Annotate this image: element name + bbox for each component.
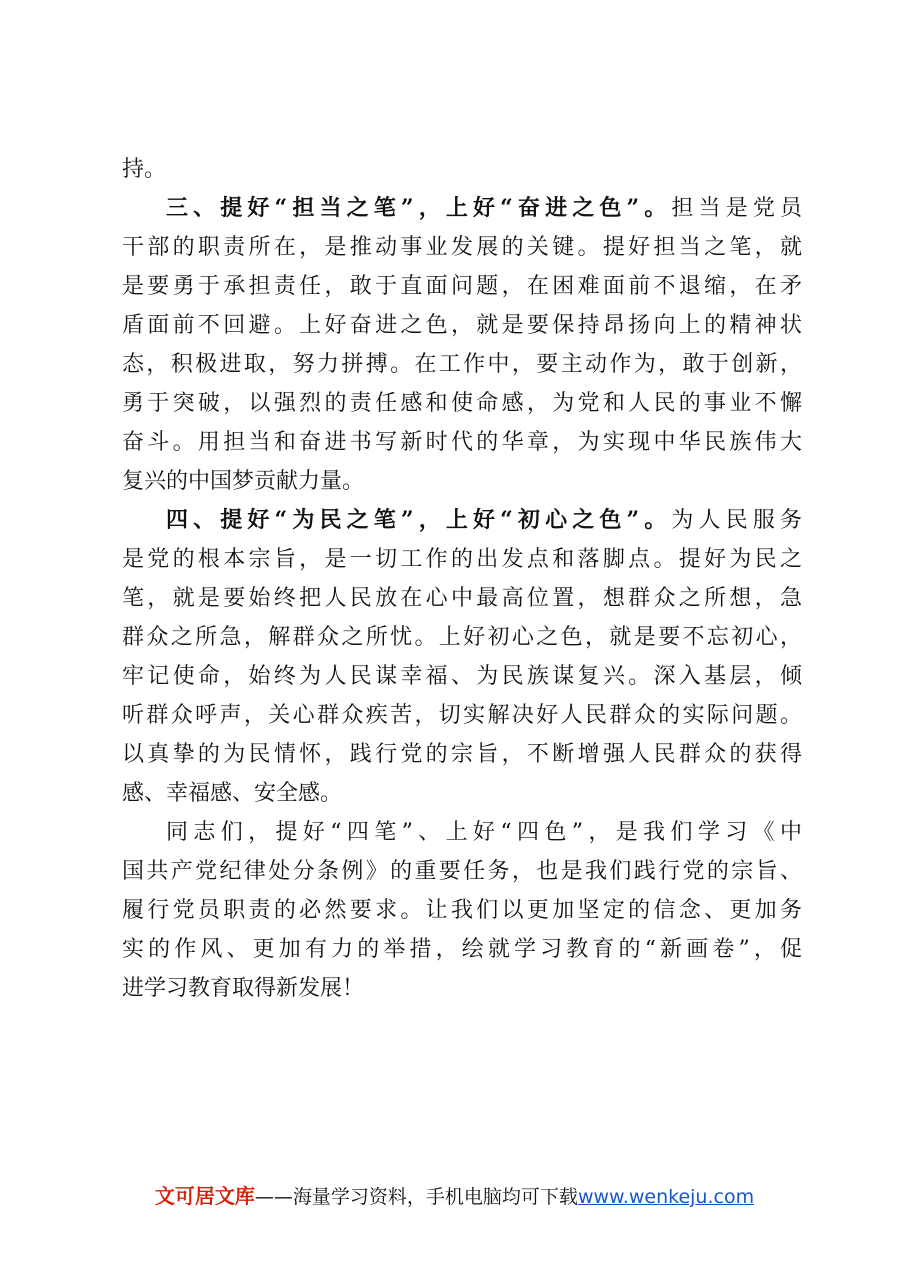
footer-website-link[interactable]: www.wenkeju.com (577, 1186, 755, 1208)
line-text: 牢记使命，始终为人民谋幸福、为民族谋复兴。深入基层，倾 (122, 664, 802, 689)
line-text: 为人民服务 (671, 508, 802, 533)
line-text: 同志们，提好“四笔”、上好“四色”，是我们学习《中 (166, 820, 802, 845)
text-line (122, 891, 802, 930)
text-line (122, 189, 802, 228)
footer-banner (0, 1181, 909, 1212)
line-text: 持。 (122, 157, 167, 182)
text-line (122, 930, 802, 969)
text-line (122, 267, 802, 306)
line-text: 是要勇于承担责任，敢于直面问题，在困难面前不退缩，在矛 (122, 274, 802, 299)
text-line (122, 540, 802, 579)
text-line (122, 306, 802, 345)
line-text: 以真挚的为民情怀，践行党的宗旨，不断增强人民群众的获得 (122, 742, 802, 767)
document-body (122, 150, 802, 1008)
line-text: 群众之所急，解群众之所忧。上好初心之色，就是要不忘初心， (122, 625, 802, 650)
line-text: 态，积极进取，努力拼搏。在工作中，要主动作为，敢于创新， (122, 352, 802, 377)
footer-tagline: ——海量学习资料，手机电脑均可下载 (254, 1186, 578, 1208)
line-text: 干部的职责所在，是推动事业发展的关键。提好担当之笔，就 (122, 235, 802, 260)
text-line (122, 384, 802, 423)
text-line (122, 735, 802, 774)
text-line (122, 345, 802, 384)
line-text: 实的作风、更加有力的举措，绘就学习教育的“新画卷”，促 (122, 937, 802, 962)
line-text: 担当是党员 (671, 196, 802, 221)
line-text: 感、幸福感、安全感。 (122, 781, 343, 806)
line-text: 笔，就是要始终把人民放在心中最高位置，想群众之所想，急 (122, 586, 802, 611)
text-line (122, 501, 802, 540)
text-line (122, 657, 802, 696)
line-text: 是党的根本宗旨，是一切工作的出发点和落脚点。提好为民之 (122, 547, 802, 572)
line-text: 奋斗。用担当和奋进书写新时代的华章，为实现中华民族伟大 (122, 430, 802, 455)
text-line (122, 696, 802, 735)
line-text: 听群众呼声，关心群众疾苦，切实解决好人民群众的实际问题。 (122, 703, 802, 728)
line-text: 复兴的中国梦贡献力量。 (122, 469, 365, 494)
line-text: 进学习教育取得新发展！ (122, 976, 365, 1001)
text-line (122, 969, 802, 1008)
text-line (122, 852, 802, 891)
footer-brand: 文可居文库 (154, 1184, 255, 1208)
text-line (122, 150, 802, 189)
text-line (122, 813, 802, 852)
text-line (122, 579, 802, 618)
text-line (122, 462, 802, 501)
line-text: 盾面前不回避。上好奋进之色，就是要保持昂扬向上的精神状 (122, 313, 802, 338)
section-heading: 四、提好“为民之笔”，上好“初心之色”。 (166, 507, 672, 533)
section-heading: 三、提好“担当之笔”，上好“奋进之色”。 (166, 195, 672, 221)
text-line (122, 618, 802, 657)
text-line (122, 774, 802, 813)
line-text: 履行党员职责的必然要求。让我们以更加坚定的信念、更加务 (122, 898, 802, 923)
text-line (122, 423, 802, 462)
text-line (122, 228, 802, 267)
line-text: 国共产党纪律处分条例》的重要任务，也是我们践行党的宗旨、 (122, 859, 802, 884)
line-text: 勇于突破，以强烈的责任感和使命感，为党和人民的事业不懈 (122, 391, 802, 416)
